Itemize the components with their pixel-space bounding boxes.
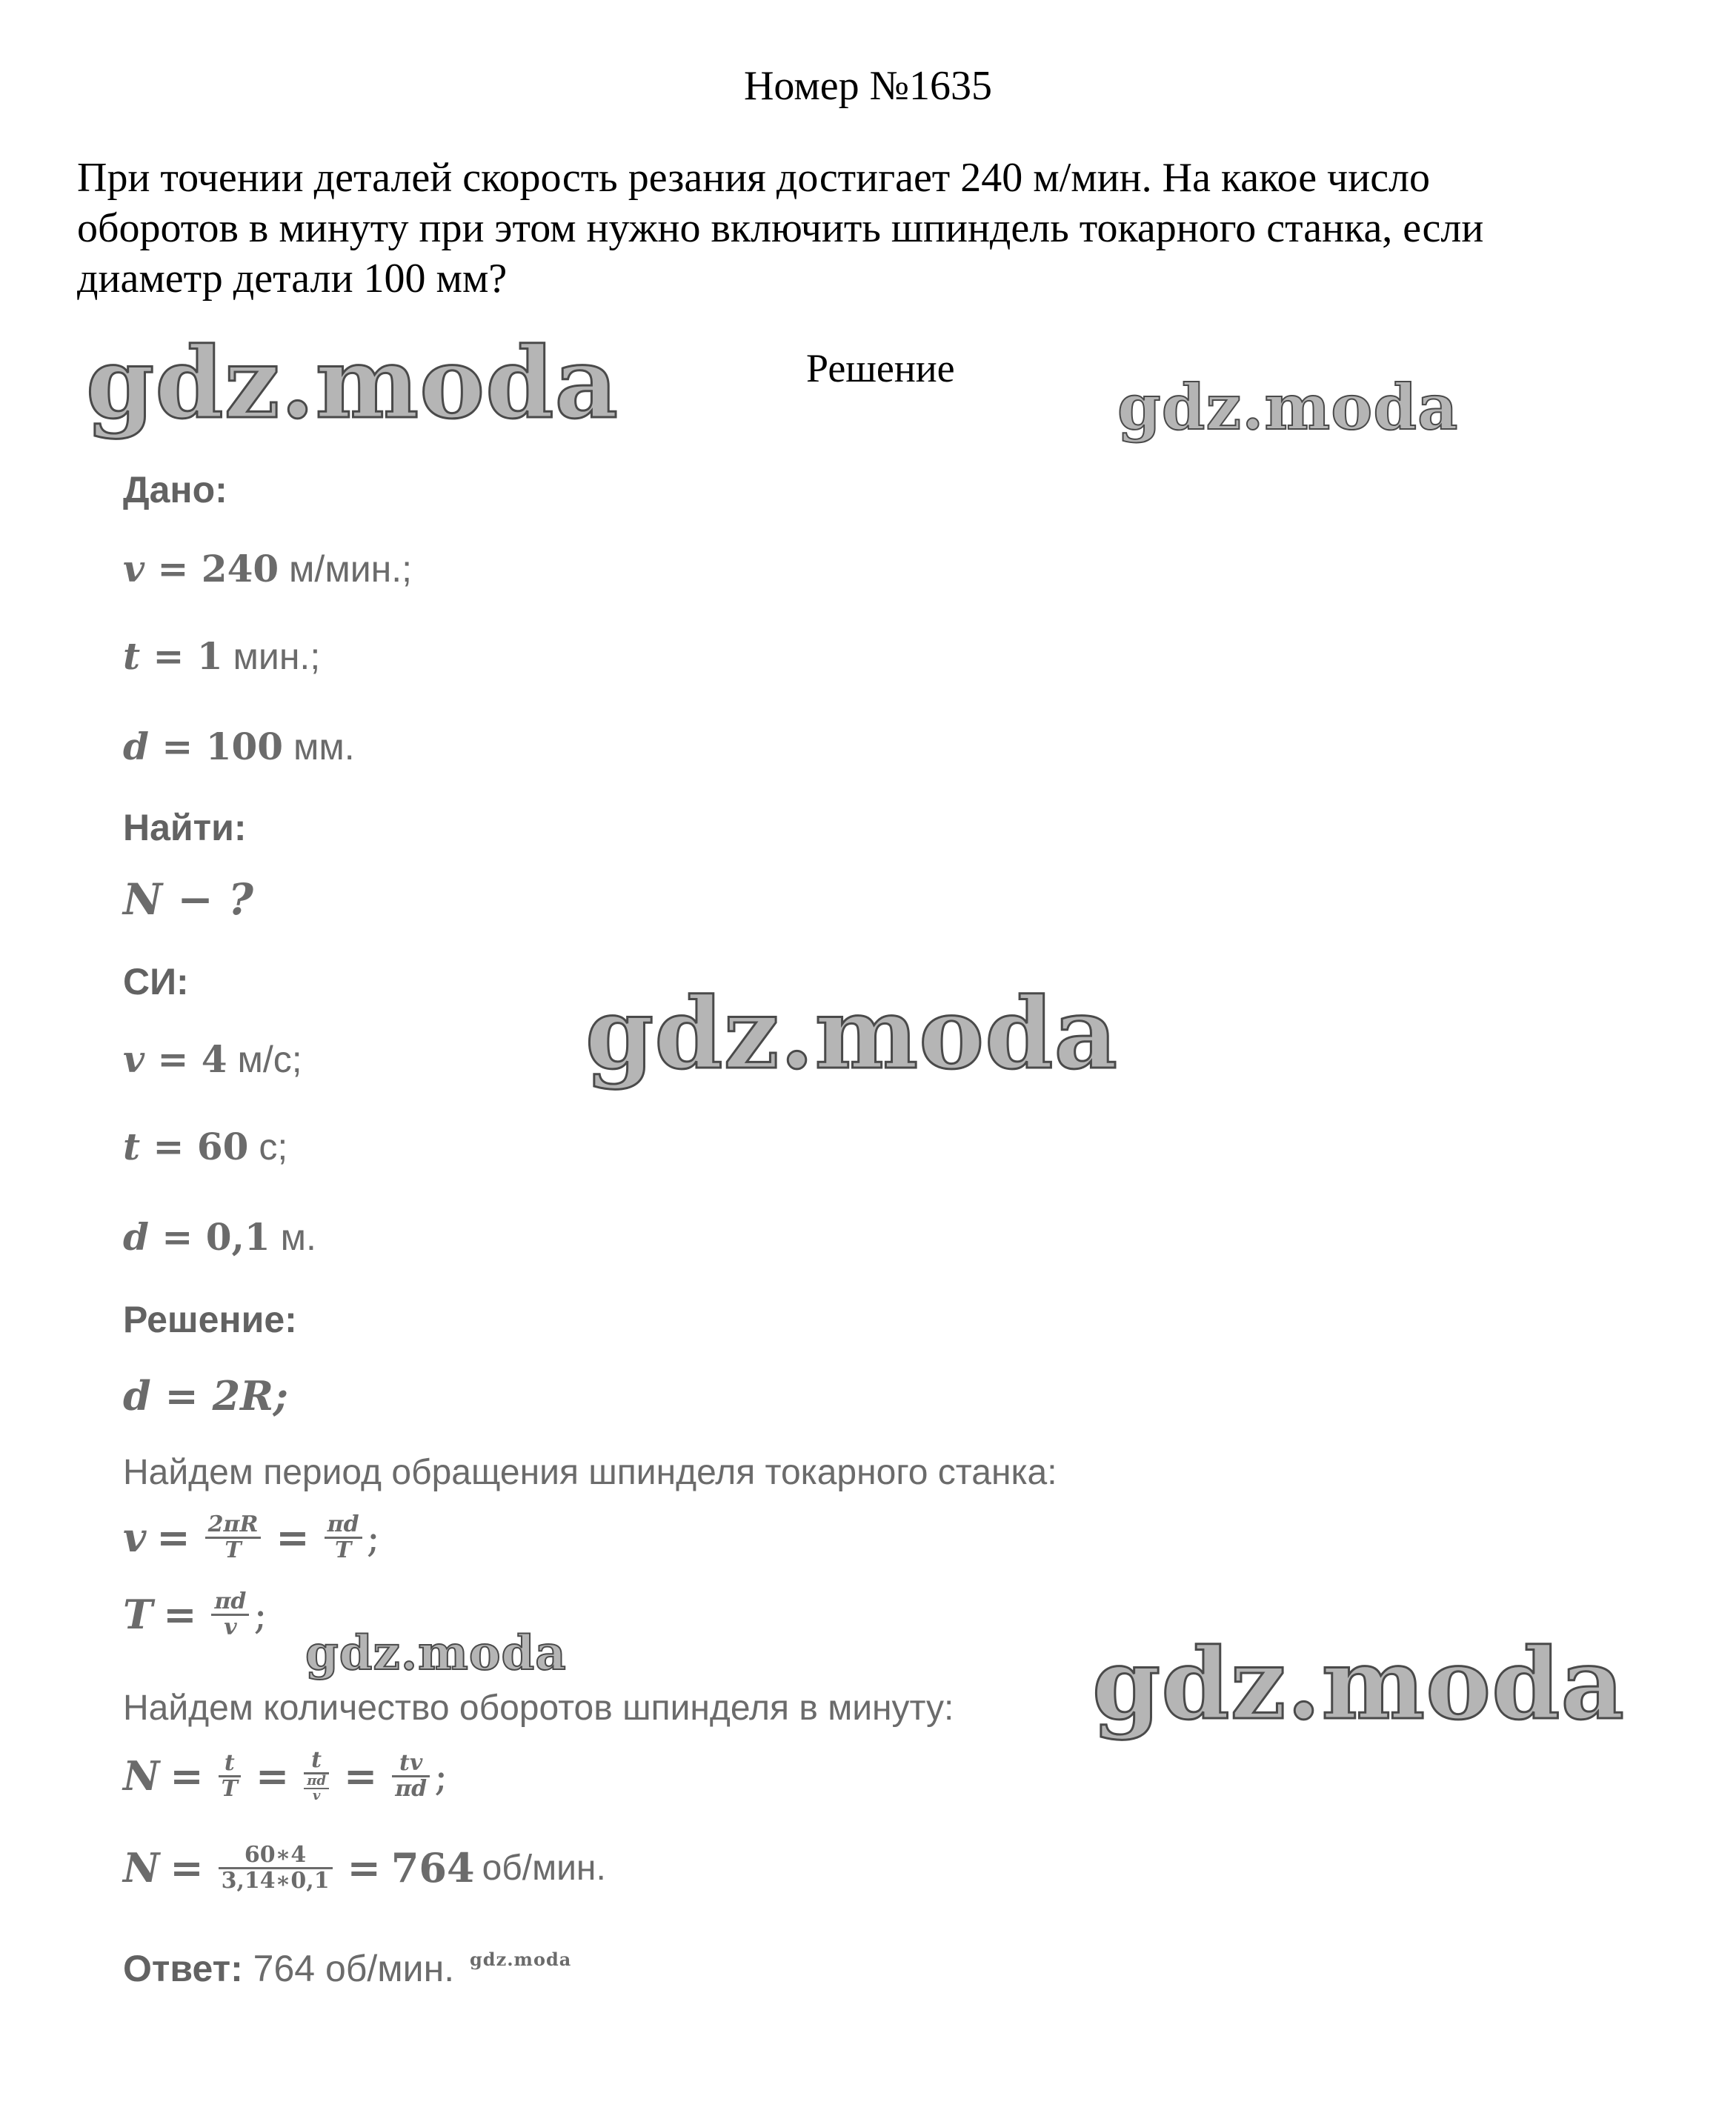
find-value: N − ?	[123, 874, 253, 925]
watermark: gdz.moda	[305, 1626, 567, 1681]
formula-calculation: N = $\frac{60∗4}{3,14∗0,1}$ = 764 об/мин.	[123, 1842, 606, 1894]
si-item: v = 4 м/с;	[123, 1037, 302, 1081]
watermark: gdz.moda	[1117, 370, 1459, 444]
watermark: gdz.moda	[86, 326, 619, 441]
page-title: Номер №1635	[743, 63, 993, 109]
solution-heading: Решение	[806, 346, 955, 390]
formula-revolutions: N = $\frac{t}{T}$ = t πd v = $\frac{tv}{\pi d}$ ;	[123, 1747, 448, 1804]
watermark: gdz.moda	[470, 1949, 572, 1970]
step-text: Найдем количество оборотов шпинделя в минуту:	[123, 1689, 954, 1728]
given-item: v = 240 м/мин.;	[123, 547, 413, 590]
problem-line: диаметр детали 100 мм?	[77, 256, 508, 302]
si-label: СИ:	[123, 961, 189, 1002]
step-text: Найдем период обращения шпинделя токарного станка:	[123, 1453, 1057, 1492]
problem-line: При точении деталей скорость резания достигает 240 м/мин. На какое число	[77, 155, 1430, 201]
problem-statement	[77, 153, 1670, 304]
si-item: t = 60 с;	[123, 1125, 288, 1168]
formula-velocity: v = $\frac{2\pi R}{T}$ = $\frac{\pi d}{T}$ ;	[123, 1511, 380, 1563]
given-item: d = 100 мм.	[123, 725, 355, 768]
find-label: Найти:	[123, 807, 247, 848]
d-relation: d = 2R;	[123, 1372, 288, 1420]
problem-line: оборотов в минуту при этом нужно включить шпиндель токарного станка, если	[77, 205, 1484, 251]
watermark: gdz.moda	[1092, 1627, 1626, 1742]
watermark: gdz.moda	[585, 977, 1119, 1091]
given-label: Дано:	[123, 469, 227, 510]
solution-label: Решение:	[123, 1299, 297, 1340]
answer: Ответ: 764 об/мин.	[123, 1948, 455, 1989]
given-item: t = 1 мин.;	[123, 634, 321, 678]
si-item: d = 0,1 м.	[123, 1215, 316, 1259]
formula-period: T = $\frac{\pi d}{v}$ ;	[123, 1588, 267, 1640]
